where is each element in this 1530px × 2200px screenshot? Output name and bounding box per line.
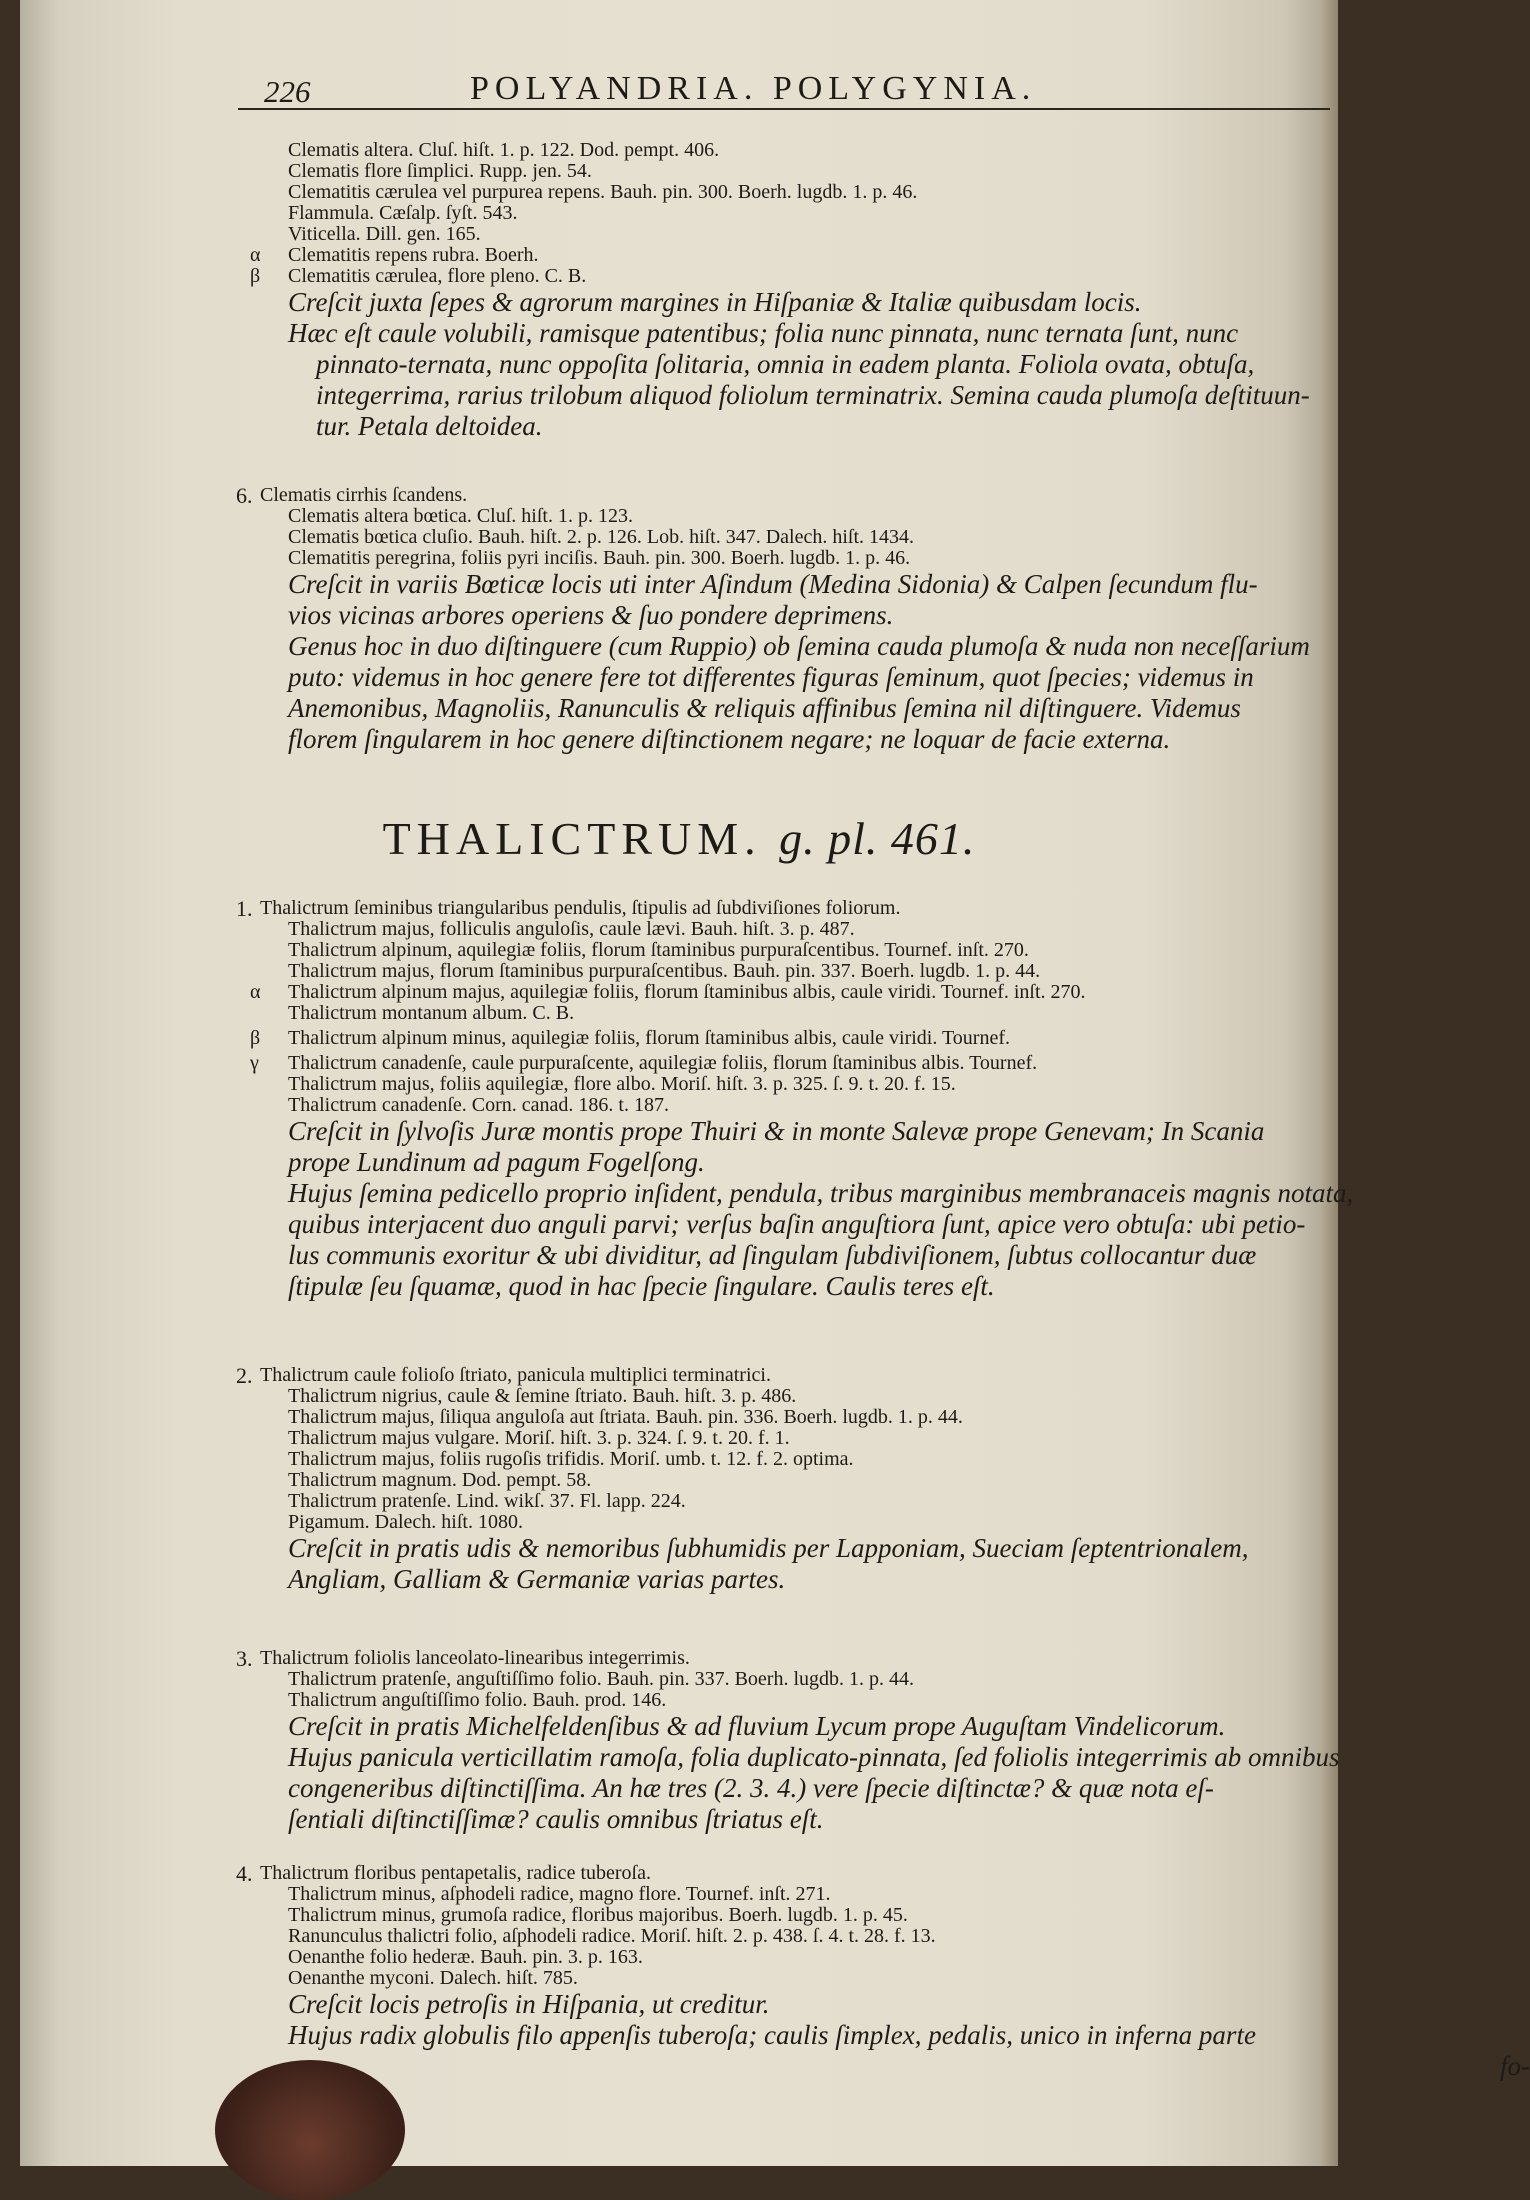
synonym-line: Thalictrum montanum album. C. B. — [288, 1002, 575, 1024]
description-line: vios vicinas arbores operiens & ſuo pondere deprimens. — [288, 600, 894, 630]
description-line: Creſcit juxta ſepes & agrorum margines in Hiſpaniæ & Italiæ quibusdam locis. — [288, 287, 1142, 317]
description-line: Creſcit in pratis Michelfeldenſibus & ad fluvium Lycum prope Auguſtam Vindelicorum. — [288, 1711, 1226, 1741]
variety-marker: α — [250, 981, 261, 1003]
synonym-line: Thalictrum minus, grumoſa radice, floribus majoribus. Boerh. lugdb. 1. p. 45. — [288, 1904, 908, 1926]
species-number: 4. — [236, 1861, 253, 1886]
variety-line — [250, 1052, 1335, 1074]
running-title: POLYANDRIA. POLYGYNIA. — [470, 70, 1037, 107]
synonym-line: Thalictrum majus vulgare. Moriſ. hiſt. 3. p. 324. ſ. 9. t. 20. f. 1. — [288, 1427, 790, 1449]
synonym-line: Thalictrum canadenſe. Corn. canad. 186. t. 187. — [288, 1094, 669, 1116]
synonym-line: Thalictrum pratenſe, anguſtiſſimo folio. Bauh. pin. 337. Boerh. lugdb. 1. p. 44. — [288, 1668, 915, 1690]
variety-line — [250, 244, 1335, 266]
variety-marker: γ — [250, 1052, 259, 1074]
description-line: ſentiali diſtinctiſſimæ? caulis omnibus ſtriatus eſt. — [288, 1804, 824, 1834]
synonym-line: Thalictrum majus, ſiliqua anguloſa aut ſtriata. Bauh. pin. 336. Boerh. lugdb. 1. p. 44. — [288, 1406, 963, 1428]
description-line: Hujus ſemina pedicello proprio inſident, pendula, tribus marginibus membranaceis magnis notata, — [288, 1178, 1354, 1208]
variety-marker: β — [250, 1027, 261, 1049]
thalictrum-species-3 — [236, 1646, 1340, 1866]
clematis-continuation — [250, 139, 1335, 442]
synonym-line: Thalictrum alpinum, aquilegiæ foliis, florum ſtaminibus purpuraſcentibus. Tournef. inſt. 270. — [288, 939, 1029, 961]
synonym-line: Clematis altera. Cluſ. hiſt. 1. p. 122. Dod. pempt. 406. — [288, 139, 720, 161]
synonym-line: Pigamum. Dalech. hiſt. 1080. — [288, 1511, 523, 1533]
variety-marker: β — [250, 265, 261, 287]
synonym-line: Clematis bœtica cluſio. Bauh. hiſt. 2. p. 126. Lob. hiſt. 347. Dalech. hiſt. 1434. — [288, 526, 915, 548]
description-line: Creſcit in pratis udis & nemoribus ſubhumidis per Lapponiam, Sueciam ſeptentrionalem, — [288, 1533, 1249, 1563]
synonym-line: Thalictrum majus, folliculis anguloſis, caule lævi. Bauh. hiſt. 3. p. 487. — [288, 918, 855, 940]
description-line: pinnato-ternata, nunc oppoſita ſolitaria, omnia in eadem planta. Foliola ovata, obtuſa, — [316, 349, 1255, 379]
genus-name: THALICTRUM. — [382, 813, 762, 864]
page-number: 226 — [264, 74, 311, 109]
species-heading: Thalictrum foliolis lanceolato-linearibus integerrimis. — [260, 1647, 690, 1669]
clematis-species-6 — [236, 483, 1335, 755]
synonym-line: Oenanthe folio hederæ. Bauh. pin. 3. p. 163. — [288, 1946, 643, 1968]
synonym-line: Thalictrum magnum. Dod. pempt. 58. — [288, 1469, 592, 1491]
description-line: ſtipulæ ſeu ſquamæ, quod in hac ſpecie ſingulare. Caulis teres eſt. — [288, 1271, 995, 1301]
genus-reference: g. pl. 461. — [779, 813, 976, 864]
synonym-line: Thalictrum pratenſe. Lind. wikſ. 37. Fl. lapp. 224. — [288, 1490, 686, 1512]
thumb-photo-artifact — [215, 2060, 405, 2200]
thalictrum-species-4 — [236, 1861, 1530, 2082]
synonym-line: Ranunculus thalictri folio, aſphodeli radice. Moriſ. hiſt. 2. p. 438. ſ. 4. t. 28. f. 13. — [288, 1925, 936, 1947]
description-line: florem ſingularem in hoc genere diſtinctionem negare; ne loquar de facie externa. — [288, 724, 1171, 754]
variety-text: Clematitis cærulea, flore pleno. C. B. — [288, 265, 587, 287]
species-number: 3. — [236, 1646, 253, 1671]
variety-line — [250, 1027, 1335, 1049]
variety-line — [250, 981, 1335, 1003]
synonym-line: Thalictrum nigrius, caule & ſemine ſtriato. Bauh. hiſt. 3. p. 486. — [288, 1385, 797, 1407]
description-line: congeneribus diſtinctiſſima. An hæ tres (2. 3. 4.) vere ſpecie diſtinctæ? & quæ nota eſ- — [288, 1773, 1214, 1803]
thalictrum-species-2 — [236, 1363, 1335, 1595]
description-line: Creſcit locis petroſis in Hiſpania, ut creditur. — [288, 1989, 770, 2019]
variety-text: Thalictrum alpinum minus, aquilegiæ foliis, florum ſtaminibus albis, caule viridi. Tournef. — [288, 1027, 1011, 1049]
thalictrum-species-1 — [236, 896, 1354, 1302]
variety-line — [250, 265, 1335, 287]
synonym-line: Thalictrum anguſtiſſimo folio. Bauh. prod. 146. — [288, 1689, 667, 1711]
description-line: Hæc eſt caule volubili, ramisque patentibus; folia nunc pinnata, nunc ternata ſunt, nunc — [288, 318, 1239, 348]
variety-marker: α — [250, 244, 261, 266]
synonym-line: Thalictrum majus, florum ſtaminibus purpuraſcentibus. Bauh. pin. 337. Boerh. lugdb. 1. p. 44. — [288, 960, 1041, 982]
species-heading: Thalictrum ſeminibus triangularibus pendulis, ſtipulis ad ſubdiviſiones foliorum. — [260, 897, 901, 919]
description-line: Creſcit in variis Bœticæ locis uti inter Aſindum (Medina Sidonia) & Calpen ſecundum flu- — [288, 569, 1258, 599]
description-line: integerrima, rarius trilobum aliquod foliolum terminatrix. Semina cauda plumoſa deſtituun- — [316, 380, 1310, 410]
synonym-line: Oenanthe myconi. Dalech. hiſt. 785. — [288, 1967, 578, 1989]
synonym-line: Thalictrum majus, foliis aquilegiæ, flore albo. Moriſ. hiſt. 3. p. 325. ſ. 9. t. 20. f. 15. — [288, 1073, 956, 1095]
description-line: Genus hoc in duo diſtinguere (cum Ruppio) ob ſemina cauda plumoſa & nuda non neceſſarium — [288, 631, 1310, 661]
variety-text: Clematitis repens rubra. Boerh. — [288, 244, 539, 266]
synonym-line: Thalictrum minus, aſphodeli radice, magno flore. Tournef. inſt. 271. — [288, 1883, 831, 1905]
variety-text: Thalictrum canadenſe, caule purpuraſcente, aquilegiæ foliis, florum ſtaminibus albis. Tournef. — [288, 1052, 1038, 1074]
description-line: Creſcit in ſylvoſis Juræ montis prope Thuiri & in monte Salevæ prope Genevam; In Scania — [288, 1116, 1265, 1146]
species-heading: Clematis cirrhis ſcandens. — [260, 484, 468, 506]
genus-heading — [20, 812, 1338, 865]
species-number: 1. — [236, 896, 253, 921]
synonym-line: Viticella. Dill. gen. 165. — [288, 223, 481, 245]
description-line: Hujus panicula verticillatim ramoſa, folia duplicato-pinnata, ſed foliolis integerrimis ab omnibus — [288, 1742, 1340, 1772]
description-line: tur. Petala deltoidea. — [316, 411, 543, 441]
synonym-line: Clematitis peregrina, foliis pyri inciſis. Bauh. pin. 300. Boerh. lugdb. 1. p. 46. — [288, 547, 911, 569]
description-line: fo- — [1500, 2051, 1530, 2081]
variety-text: Thalictrum alpinum majus, aquilegiæ foliis, florum ſtaminibus albis, caule viridi. Tournef. inſt. 270. — [288, 981, 1086, 1003]
description-line: quibus interjacent duo anguli parvi; verſus baſin anguſtiora ſunt, apice vero obtuſa: ubi petio- — [288, 1209, 1306, 1239]
description-line: Anemonibus, Magnoliis, Ranunculis & reliquis affinibus ſemina nil diſtinguere. Videmus — [288, 693, 1241, 723]
description-line: prope Lundinum ad pagum Fogelſong. — [288, 1147, 705, 1177]
synonym-line: Clematitis cærulea vel purpurea repens. Bauh. pin. 300. Boerh. lugdb. 1. p. 46. — [288, 181, 918, 203]
book-page — [20, 0, 1530, 2166]
description-line: lus communis exoritur & ubi dividitur, ad ſingulam ſubdiviſionem, ſubtus collocantur duæ — [288, 1240, 1257, 1270]
synonym-line: Thalictrum majus, foliis rugoſis trifidis. Moriſ. umb. t. 12. f. 2. optima. — [288, 1448, 854, 1470]
species-number: 6. — [236, 483, 253, 508]
species-heading: Thalictrum floribus pentapetalis, radice tuberoſa. — [260, 1862, 651, 1884]
synonym-line: Flammula. Cæſalp. ſyſt. 543. — [288, 202, 518, 224]
synonym-line: Clematis flore ſimplici. Rupp. jen. 54. — [288, 160, 592, 182]
description-line: Angliam, Galliam & Germaniæ varias partes. — [288, 1564, 786, 1594]
description-line: Hujus radix globulis filo appenſis tuberoſa; caulis ſimplex, pedalis, unico in inferna parte — [288, 2020, 1256, 2050]
species-heading: Thalictrum caule folioſo ſtriato, panicula multiplici terminatrici. — [260, 1364, 771, 1386]
page-header — [238, 62, 1330, 110]
synonym-line: Clematis altera bœtica. Cluſ. hiſt. 1. p. 123. — [288, 505, 633, 527]
species-number: 2. — [236, 1363, 253, 1388]
description-line: puto: videmus in hoc genere fere tot differentes figuras ſeminum, quot ſpecies; videmus in — [288, 662, 1254, 692]
